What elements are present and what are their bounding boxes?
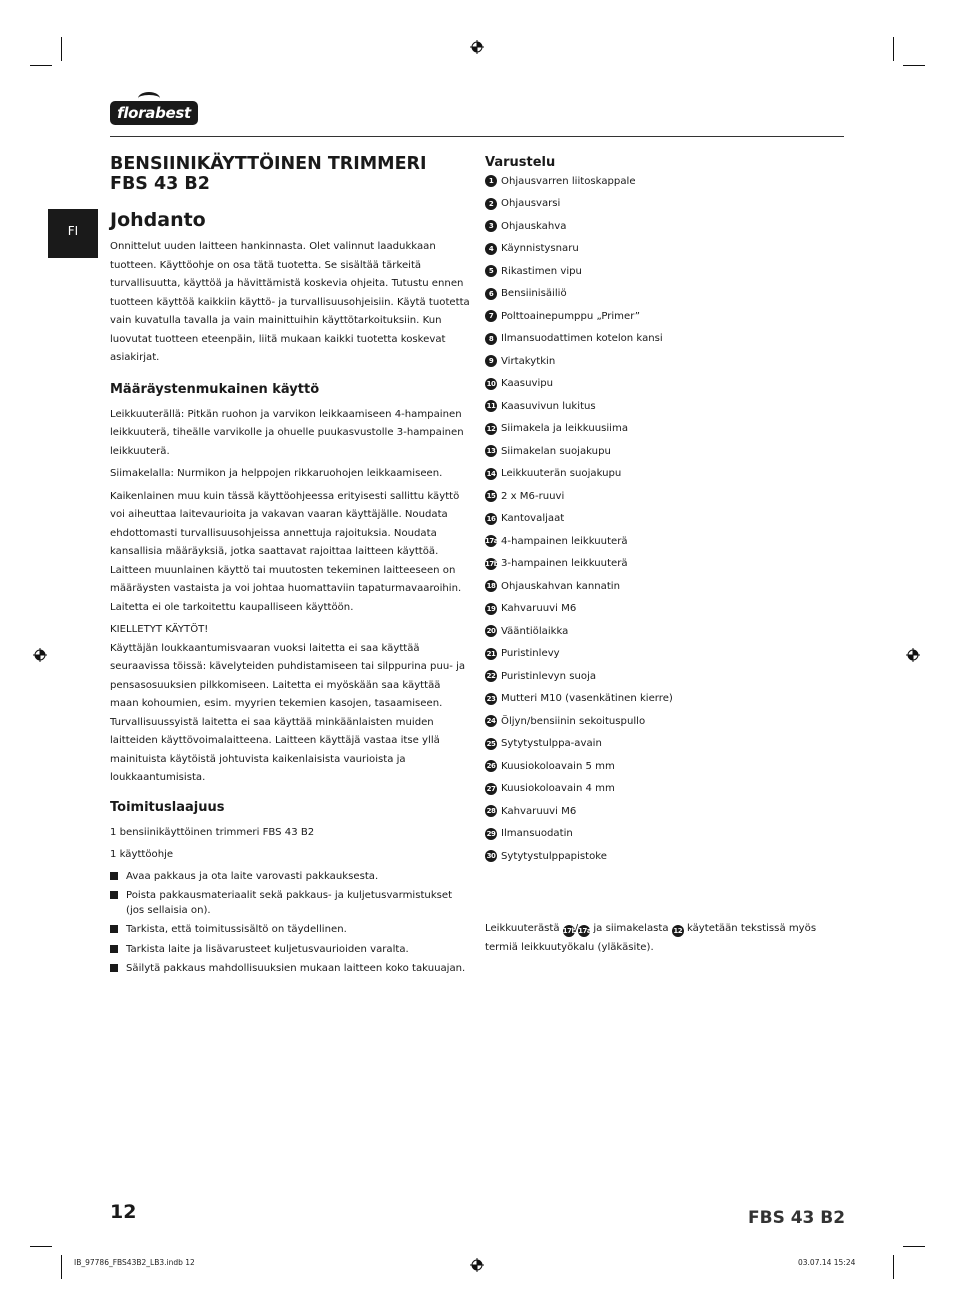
product-title [110, 154, 470, 194]
crop-mark [30, 65, 52, 66]
equipment-item-label: Virtakytkin [501, 355, 556, 367]
equipment-list [485, 170, 845, 868]
equipment-item [485, 800, 845, 823]
crop-mark [30, 1246, 52, 1247]
equipment-item-label: Mutteri M10 (vasenkätinen kierre) [501, 693, 673, 705]
part-number-badge: 30 [486, 852, 496, 861]
prohibited-use-text: Käyttäjän loukkaantumisvaaran vuoksi laitetta ei saa käyttää seuraavissa töissä: kävelyteiden puhdistamiseen tai silppurina puu- ja pensasosuuksien pilkkomiseen. Laitetta ei myöskään saa käyttää maan kohoumien, esim. myyrien tekemien kasojen, tasaamiseen. Turvallisuussyistä laitetta ei saa käyttää minkäänlaisten muiden laitteiden käyttövoimalaitteena. Laitteen käyttäjä vastaa itse yllä mainituista käytöistä johtuvista kaikenlaisista vaurioista ja loukkaantumisista. [110, 642, 466, 783]
header-rule [110, 136, 844, 137]
part-number-badge: 1 [485, 175, 497, 187]
part-number-badge: 16 [486, 514, 496, 523]
equipment-item [485, 170, 845, 193]
page-number: 12 [110, 1201, 137, 1223]
crop-mark [903, 1246, 925, 1247]
intended-use-p1: Leikkuuterällä: Pitkän ruohon ja varvikon leikkaamiseen 4-hampainen leikkuuterä, tiheälle varvikolle ja ohuelle puukasvustolle 3-hampainen leikkuuterä. [110, 408, 464, 457]
equipment-item [485, 440, 845, 463]
part-number-badge: 5 [485, 265, 497, 277]
equipment-item-label: Bensiinisäiliö [501, 288, 567, 300]
equipment-item [485, 373, 845, 396]
equipment-item-label: Siimakela ja leikkuusiima [501, 423, 629, 435]
part-number-badge: 22 [486, 672, 496, 681]
equipment-item-label: Leikkuuterän suojakupu [501, 468, 622, 480]
equipment-item [485, 733, 845, 756]
equipment-item-label: Vääntiölaikka [501, 625, 569, 637]
bullet-square-icon [110, 964, 118, 972]
cutting-tool-note: Leikkuuterästä 17b/17a ja siimakelasta 12 käytetään tekstissä myös termiä leikkuutyökalu (yläkäsite). [485, 923, 817, 953]
part-number-badge: 15 [486, 492, 496, 501]
scope-item: 1 bensiinikäyttöinen trimmeri FBS 43 B2 [110, 826, 315, 838]
part-number-badge: 10 [486, 379, 496, 388]
equipment-item-label: Kahvaruuvi M6 [501, 603, 577, 615]
part-number-badge: 27 [486, 784, 496, 793]
equipment-item [485, 643, 845, 666]
list-item: Säilytä pakkaus mahdollisuuksien mukaan laitteen koko takuuajan. [110, 961, 470, 976]
crop-mark [893, 1255, 894, 1279]
equipment-item [485, 823, 845, 846]
equipment-item [485, 305, 845, 328]
part-number-badge: 17b [485, 559, 499, 568]
equipment-item-label: Kahvaruuvi M6 [501, 805, 577, 817]
list-item: Poista pakkausmateriaalit sekä pakkaus- ja kuljetusvarmistukset (jos sellaisia on). [110, 888, 470, 918]
registration-mark-icon [470, 1258, 484, 1272]
equipment-item-label: 3-hampainen leikkuuterä [501, 558, 628, 570]
equipment-item [485, 553, 845, 576]
product-title-line1: BENSIINIKÄYTTÖINEN TRIMMERI [110, 154, 427, 174]
equipment-item-label: Kaasuvivun lukitus [501, 400, 596, 412]
print-slug-date: 03.07.14 15:24 [798, 1258, 856, 1267]
equipment-heading: Varustelu [485, 155, 556, 170]
registration-mark-icon [470, 40, 484, 54]
part-number-badge: 24 [486, 717, 496, 726]
part-number-badge: 18 [486, 582, 496, 591]
equipment-item [485, 508, 845, 531]
intended-use-p2: Siimakelalla: Nurmikon ja helppojen rikkaruohojen leikkaamiseen. [110, 468, 443, 479]
equipment-item [485, 665, 845, 688]
part-number-badge: 21 [486, 649, 496, 658]
equipment-item-label: Puristinlevyn suoja [501, 670, 597, 682]
equipment-item [485, 710, 845, 733]
intended-use-p3: Kaikenlainen muu kuin tässä käyttöohjeessa erityisesti sallittu käyttö voi aiheuttaa laitevaurioita ja vakavan vaaran käyttäjälle. Noudata ehdottomasti turvallisuusohjeissa annettuja rajoituksia. Noudata kansallisia määräyksiä, jotka saattavat rajoittaa laitteen käyttöä. Laitteen muunlainen käyttö tai muutosten tekeminen laitteeseen on määräysten vastaista ja voi johtaa huomattaviin tapaturmavaaroihin. Laitetta ei ole tarkoitettu kaupalliseen käyttöön. [110, 490, 462, 613]
equipment-item-label: 2 x M6-ruuvi [501, 490, 565, 502]
registration-mark-icon [906, 648, 920, 662]
equipment-item [485, 598, 845, 621]
part-number-badge: 17b [562, 927, 577, 935]
list-item: Avaa pakkaus ja ota laite varovasti pakkauksesta. [110, 869, 470, 884]
equipment-item [485, 260, 845, 283]
part-number-badge: 25 [486, 739, 496, 748]
equipment-item-label: Polttoainepumppu „Primer” [501, 310, 641, 322]
equipment-item [485, 193, 845, 216]
equipment-item-label: Käynnistysnaru [501, 243, 579, 255]
equipment-item [485, 688, 845, 711]
equipment-item-label: Sytytystulppa-avain [501, 738, 602, 750]
equipment-item [485, 350, 845, 373]
list-item: Tarkista, että toimitussisältö on täydellinen. [110, 922, 470, 937]
part-number-badge: 7 [485, 310, 497, 322]
list-item: Tarkista laite ja lisävarusteet kuljetusvaurioiden varalta. [110, 942, 470, 957]
intended-use-heading: Määräystenmukainen käyttö [110, 381, 320, 397]
equipment-item-label: Kaasuvipu [501, 378, 554, 390]
equipment-item [485, 530, 845, 553]
equipment-item [485, 283, 845, 306]
equipment-item-label: Ilmansuodattimen kotelon kansi [501, 333, 663, 345]
part-number-badge: 29 [486, 829, 496, 838]
equipment-item [485, 215, 845, 238]
intro-heading: Johdanto [110, 209, 206, 231]
intro-text: Onnittelut uuden laitteen hankinnasta. Olet valinnut laadukkaan tuotteen. Käyttöohje on osa tätä tuotetta. Se sisältää tärkeitä turvallisuutta, käyttöä ja hävittämistä koskevia ohjeita. Tutustu ennen tuotteen käyttöä kaikkiin käyttö- ja turvallisuusohjeisiin. Käytä tuotetta vain kuvatulla tavalla ja vain mainittuihin käyttötarkoituksiin. Kun luovutat tuotteen eteenpäin, liitä mukaan kaikki tuotetta koskevat asiakirjat. [110, 241, 470, 363]
print-slug-file: IB_97786_FBS43B2_LB3.indb 12 [74, 1258, 195, 1267]
equipment-item [485, 620, 845, 643]
equipment-item [485, 845, 845, 868]
equipment-item-label: Kuusiokoloavain 5 mm [501, 760, 615, 772]
equipment-item [485, 328, 845, 351]
equipment-item [485, 778, 845, 801]
part-number-badge: 17a [578, 927, 592, 935]
part-number-badge: 20 [486, 627, 496, 636]
scope-item: 1 käyttöohje [110, 849, 174, 860]
equipment-item [485, 395, 845, 418]
bullet-square-icon [110, 925, 118, 933]
equipment-item [485, 238, 845, 261]
crop-mark [903, 65, 925, 66]
equipment-item-label: Kantovaljaat [501, 513, 565, 525]
equipment-item-label: Rikastimen vipu [501, 265, 582, 277]
bullet-square-icon [110, 872, 118, 880]
right-column [485, 154, 845, 868]
equipment-item-label: 4-hampainen leikkuuterä [501, 535, 628, 547]
part-number-badge: 8 [485, 333, 497, 345]
part-number-badge: 19 [486, 604, 496, 613]
equipment-item-label: Sytytystulppapistoke [501, 850, 607, 862]
part-number-badge: 9 [485, 355, 497, 367]
part-number-badge: 2 [485, 198, 497, 210]
language-tab: FI [48, 209, 98, 258]
part-number-badge: 11 [486, 402, 496, 411]
part-number-badge: 12 [486, 424, 496, 433]
crop-mark [893, 37, 894, 61]
bullet-square-icon [110, 945, 118, 953]
equipment-item-label: Ohjauskahva [501, 220, 567, 232]
equipment-item [485, 575, 845, 598]
equipment-item-label: Siimakelan suojakupu [501, 445, 611, 457]
part-number-badge: 13 [486, 447, 496, 456]
part-number-badge: 14 [486, 469, 496, 478]
equipment-item [485, 485, 845, 508]
bullet-square-icon [110, 891, 118, 899]
model-footer: FBS 43 B2 [748, 1208, 846, 1228]
brand-logo: florabest [110, 101, 198, 125]
left-column [110, 154, 470, 980]
equipment-item [485, 418, 845, 441]
equipment-item-label: Ohjausvarsi [501, 198, 561, 210]
crop-mark [61, 37, 62, 61]
equipment-item-label: Öljyn/bensiinin sekoituspullo [501, 715, 646, 727]
product-title-line2: FBS 43 B2 [110, 174, 210, 194]
equipment-item-label: Puristinlevy [501, 648, 560, 660]
equipment-item-label: Kuusiokoloavain 4 mm [501, 783, 615, 795]
part-number-badge: 3 [485, 220, 497, 232]
registration-mark-icon [33, 648, 47, 662]
part-number-badge: 17a [485, 537, 498, 546]
equipment-item-label: Ohjauskahvan kannatin [501, 580, 620, 592]
part-number-badge: 28 [486, 807, 496, 816]
part-number-badge: 12 [673, 927, 683, 935]
unpacking-steps [110, 869, 470, 977]
part-number-badge: 26 [486, 762, 496, 771]
equipment-item [485, 463, 845, 486]
crop-mark [61, 1255, 62, 1279]
part-number-badge: 6 [485, 288, 497, 300]
prohibited-use-label: KIELLETYT KÄYTÖT! [110, 624, 209, 635]
part-number-badge: 4 [485, 243, 497, 255]
scope-heading: Toimituslaajuus [110, 799, 225, 815]
equipment-item-label: Ohjausvarren liitoskappale [501, 175, 636, 187]
equipment-item [485, 755, 845, 778]
part-number-badge: 23 [486, 694, 496, 703]
equipment-item-label: Ilmansuodatin [501, 828, 573, 840]
